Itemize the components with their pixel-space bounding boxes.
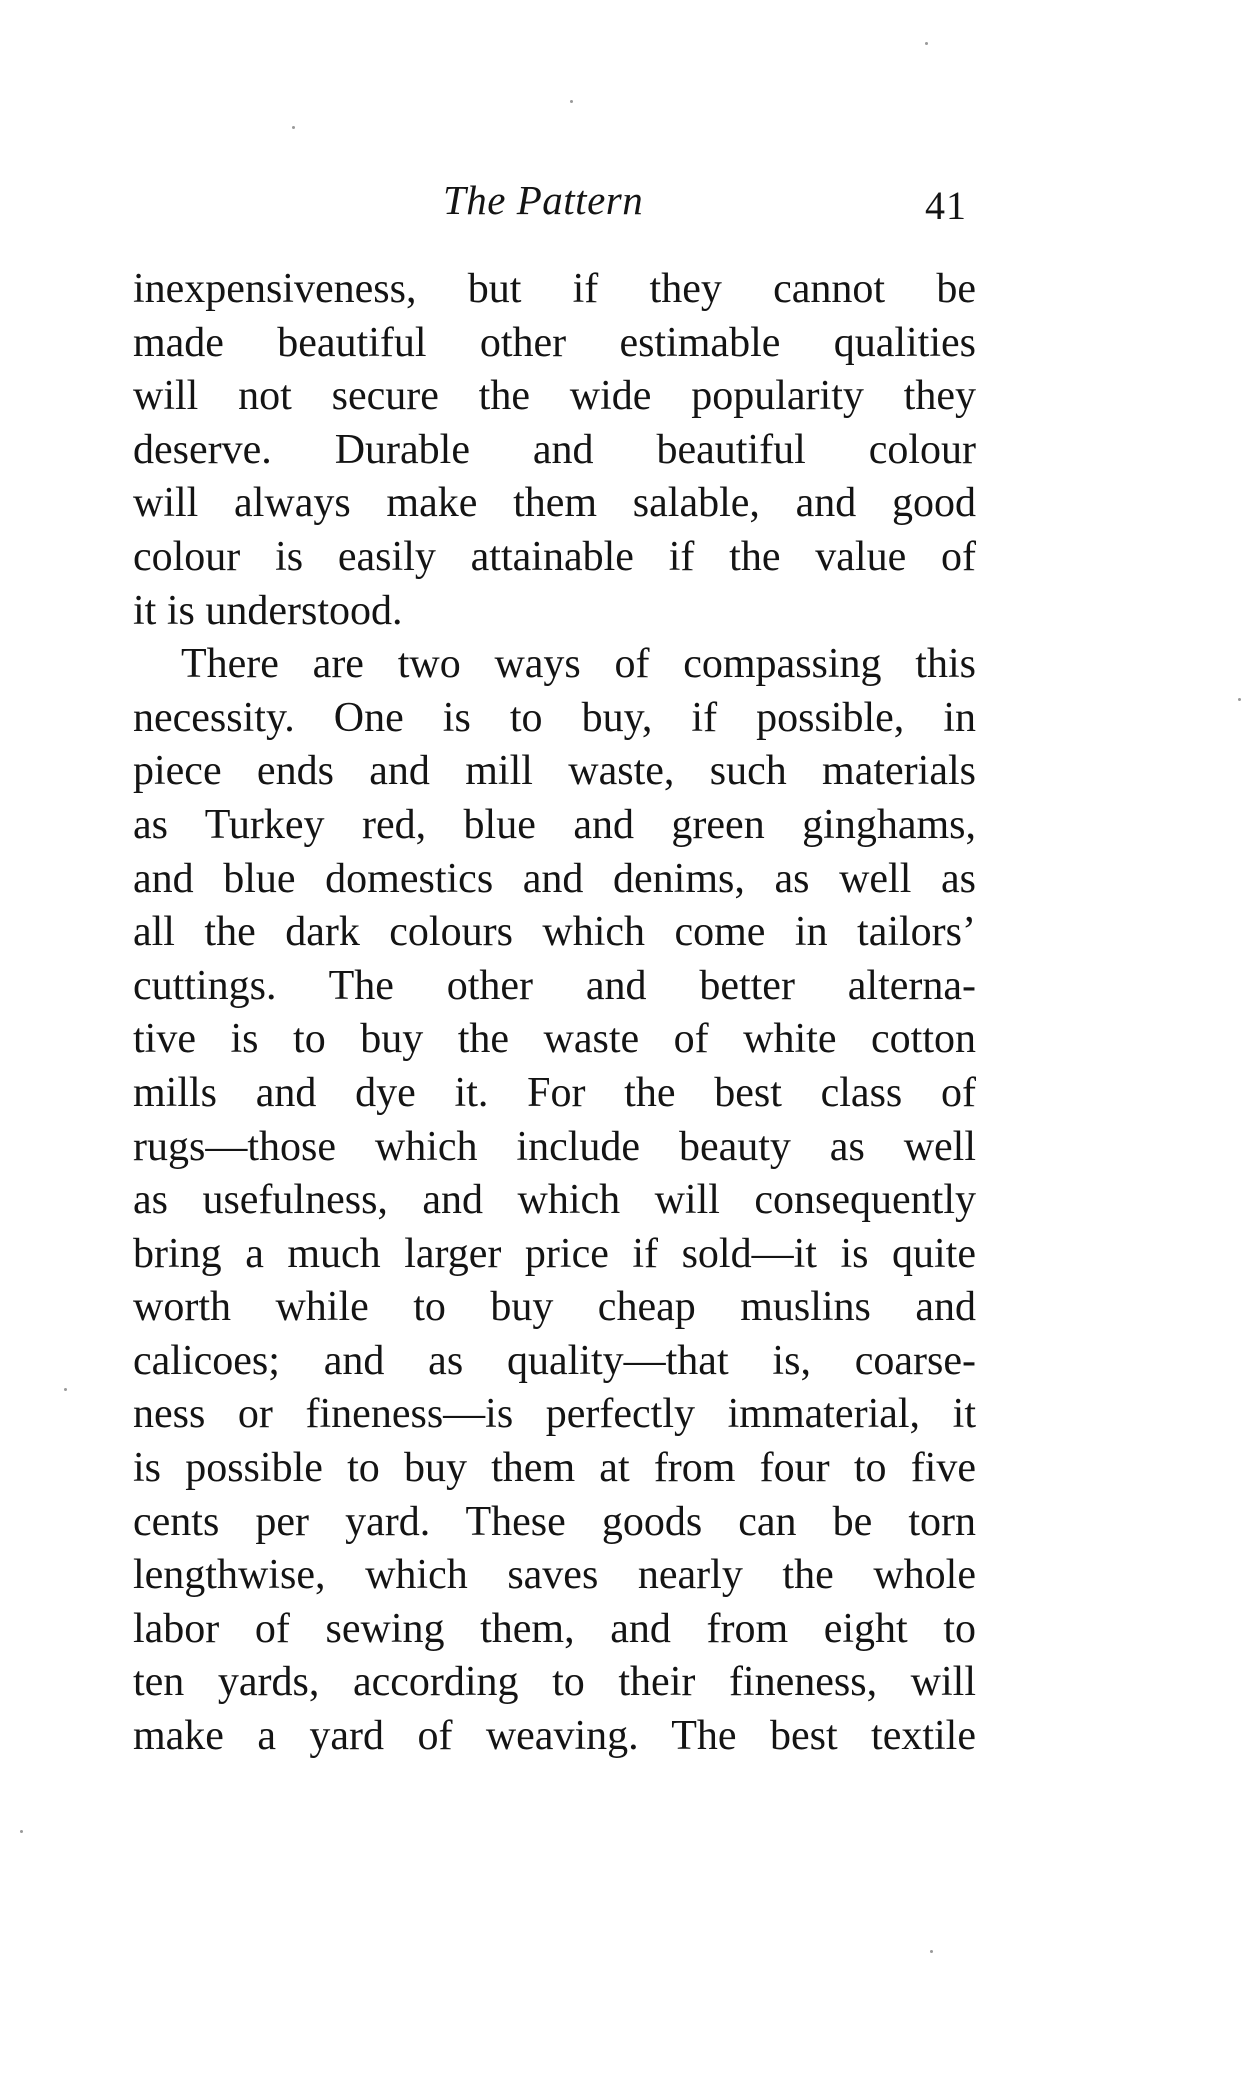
text-line: made beautiful other estimable qualities [133, 319, 976, 366]
scan-speck [20, 1830, 23, 1833]
text-line: colour is easily attainable if the value of [133, 533, 976, 580]
scan-speck [925, 42, 928, 45]
text-line: rugs—those which include beauty as well [133, 1123, 976, 1170]
paragraph-2 [133, 638, 976, 1763]
text-line: all the dark colours which come in tailors’ [133, 909, 976, 956]
text-line: tive is to buy the waste of white cotton [133, 1016, 976, 1063]
text-line: inexpensiveness, but if they cannot be [133, 266, 976, 312]
body-text [133, 263, 976, 1764]
text-line: deserve. Durable and beautiful colour [133, 426, 976, 473]
running-title: The Pattern [443, 177, 644, 223]
scan-speck [64, 1388, 67, 1391]
scan-speck [930, 1950, 933, 1953]
text-line: worth while to buy cheap muslins and [133, 1284, 976, 1331]
text-line: piece ends and mill waste, such materials [133, 748, 976, 795]
text-line: and blue domestics and denims, as well as [133, 855, 976, 902]
text-line: it is understood. [133, 587, 403, 634]
running-head [0, 170, 1250, 230]
scan-speck [292, 126, 295, 129]
text-line: cents per yard. These goods can be torn [133, 1498, 976, 1545]
text-line: mills and dye it. For the best class of [133, 1069, 976, 1116]
scan-speck [1238, 698, 1241, 701]
text-line: as Turkey red, blue and green ginghams, [133, 801, 976, 848]
text-line: will not secure the wide popularity they [133, 373, 976, 420]
text-line: labor of sewing them, and from eight to [133, 1605, 976, 1652]
text-line: ten yards, according to their fineness, will [133, 1659, 976, 1706]
page-number: 41 [925, 183, 967, 228]
text-line: will always make them salable, and good [133, 480, 976, 527]
text-line: necessity. One is to buy, if possible, in [133, 694, 976, 741]
text-line: lengthwise, which saves nearly the whole [133, 1552, 976, 1599]
text-line: as usefulness, and which will consequently [133, 1177, 976, 1224]
text-line: is possible to buy them at from four to five [133, 1445, 976, 1492]
text-line: cuttings. The other and better alterna- [133, 962, 976, 1009]
text-line: ness or fineness—is perfectly immaterial, it [133, 1391, 976, 1438]
text-line: make a yard of weaving. The best textile [133, 1713, 976, 1760]
text-line: bring a much larger price if sold—it is quite [133, 1230, 976, 1277]
text-line: calicoes; and as quality—that is, coarse- [133, 1337, 976, 1384]
text-line: There are two ways of compassing this [181, 641, 976, 688]
paragraph-1 [133, 263, 976, 638]
scan-speck [570, 100, 573, 103]
